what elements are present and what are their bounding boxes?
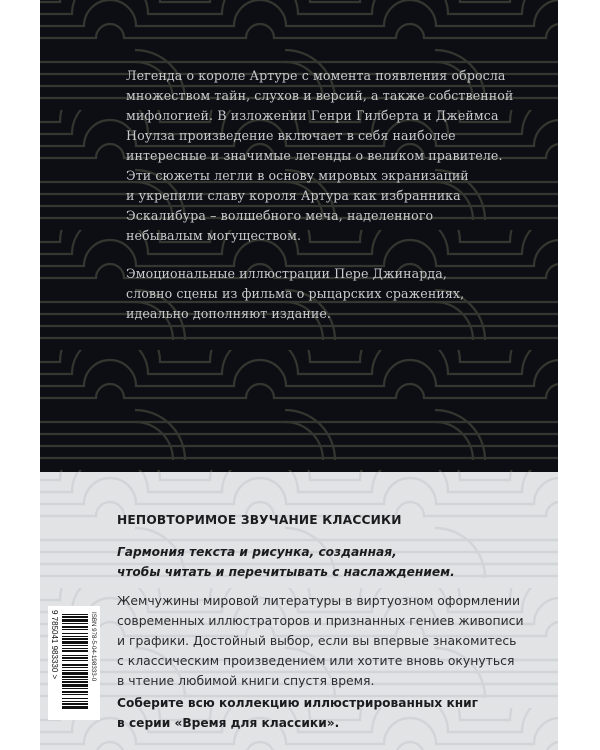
body-line: в чтение любимой книги спустя время.: [117, 673, 375, 688]
barcode-bar: [62, 614, 88, 615]
barcode-bar: [62, 667, 88, 668]
barcode-bar: [62, 660, 88, 661]
barcode-bar: [62, 681, 88, 683]
series-call-to-action: [117, 694, 478, 733]
description-line: мифологией. В изложении Генри Гилберта и Джеймса: [126, 108, 499, 123]
description-line: идеально дополняют издание.: [126, 306, 331, 321]
barcode-bar: [62, 645, 88, 646]
barcode-bar: [62, 623, 88, 624]
cta-line: Соберите всю коллекцию иллюстрированных книг: [117, 696, 479, 710]
series-body: [117, 591, 524, 691]
body-line: и графики. Достойный выбор, если вы впервые знакомитесь: [117, 633, 517, 648]
description-line: Эти сюжеты легли в основу мировых экранизаций: [126, 168, 469, 183]
dark-panel: [40, 0, 558, 472]
isbn-label: ISBN 978-5-04-198333-0: [90, 612, 97, 682]
lead-line: чтобы читать и перечитывать с наслаждением.: [117, 564, 455, 579]
barcode-bar: [62, 619, 88, 622]
body-line: современных иллюстраторов и признанных гениев живописи: [117, 613, 524, 628]
lead-line: Гармония текста и рисунка, созданная,: [117, 545, 397, 559]
barcode-bars: [62, 614, 88, 709]
barcode-bar: [62, 706, 88, 709]
isbn-barcode: [48, 606, 100, 720]
barcode-bar: [62, 616, 88, 618]
barcode-bar: [62, 648, 88, 649]
barcode-digits: 9 785041 983330 >: [50, 610, 59, 680]
series-heading: НЕПОВТОРИМОЕ ЗВУЧАНИЕ КЛАССИКИ: [117, 513, 402, 527]
barcode-bar: [62, 694, 88, 695]
cta-line: в серии «Время для классики».: [117, 715, 340, 730]
barcode-bar: [62, 691, 88, 693]
barcode-bar: [62, 650, 88, 652]
barcode-bar: [62, 670, 88, 671]
series-lead: [117, 543, 455, 582]
barcode-bar: [62, 684, 88, 687]
description-line: множеством тайн, слухов и версий, а также собственной: [126, 88, 514, 103]
book-back-cover: [40, 0, 558, 750]
barcode-bar: [62, 636, 88, 637]
barcode-bar: [62, 626, 88, 628]
barcode-bar: [62, 703, 88, 705]
barcode-bar: [62, 688, 88, 689]
barcode-bar: [62, 655, 88, 656]
description-line: Легенда о короле Артуре с момента появления обросла: [126, 68, 506, 83]
barcode-bar: [62, 679, 88, 680]
barcode-bar: [62, 638, 88, 640]
description-line: и укрепили славу короля Артура как избранника: [126, 188, 461, 203]
barcode-bar: [62, 641, 88, 644]
description-line: небывалым могуществом.: [126, 228, 302, 243]
description-line: словно сцены из фильма о рыцарских сражениях,: [126, 286, 465, 301]
barcode-bar: [62, 657, 88, 659]
barcode-bar: [62, 633, 88, 634]
book-description: [126, 66, 513, 324]
barcode-bar: [62, 676, 88, 678]
barcode-bar: [62, 698, 88, 699]
description-line: Эмоциональные иллюстрации Пере Джинарда,: [126, 266, 447, 281]
barcode-bar: [62, 664, 88, 666]
body-line: Жемчужины мировой литературы в виртуозном оформлении: [117, 593, 521, 608]
description-line: интересные и значимые легенды о великом правителе.: [126, 148, 503, 163]
barcode-bar: [62, 701, 88, 702]
description-line: Ноулза произведение включает в себя наиболее: [126, 128, 456, 143]
description-line: Эскалибура – волшебного меча, наделенного: [126, 208, 434, 223]
body-line: с классическим произведением или хотите вновь окунуться: [117, 653, 515, 668]
barcode-bar: [62, 629, 88, 630]
barcode-bar: [62, 672, 88, 675]
